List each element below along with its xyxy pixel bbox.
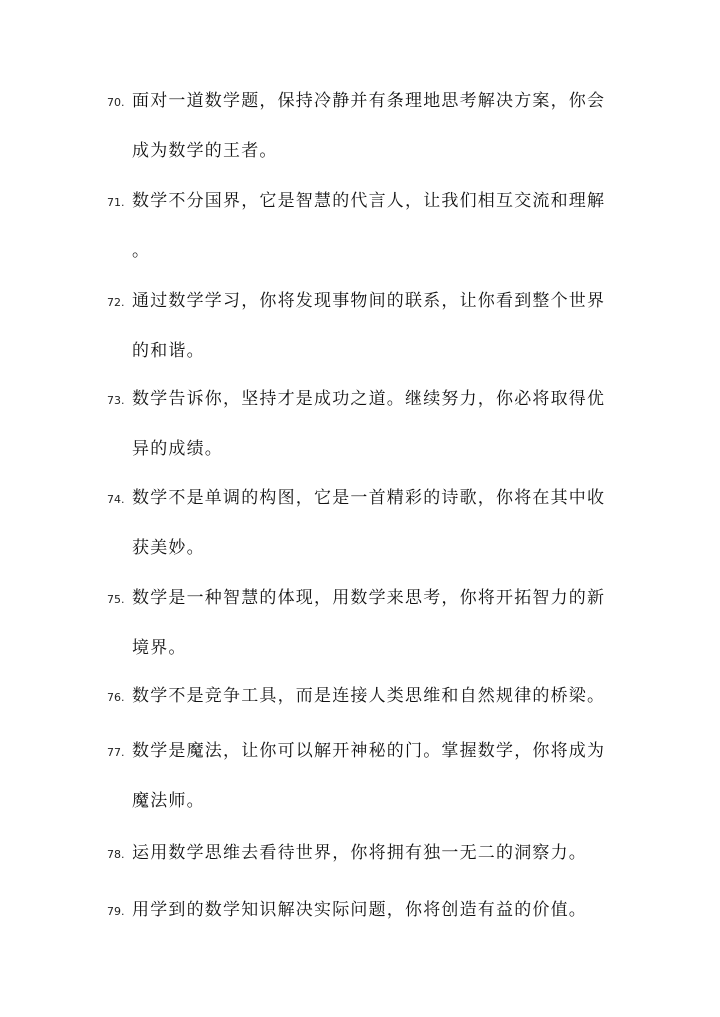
item-text: 面对一道数学题，保持冷静并有条理地思考解决方案，你会	[132, 91, 606, 111]
item-text: 数学不是竞争工具，而是连接人类思维和自然规律的桥梁。	[132, 686, 606, 706]
item-number: 74.	[107, 493, 125, 506]
list-item	[107, 486, 627, 586]
item-text: 数学是魔法，让你可以解开神秘的门。掌握数学，你将成为	[132, 741, 606, 761]
list-item	[107, 586, 627, 686]
item-number: 73.	[107, 394, 125, 407]
list-item	[107, 841, 627, 891]
item-text: 数学是一种智慧的体现，用数学来思考，你将开拓智力的新	[132, 588, 606, 608]
list-item	[107, 739, 627, 839]
item-number: 72.	[107, 296, 125, 309]
item-text-continued: 异的成绩。	[132, 439, 223, 459]
item-text-continued: 的和谐。	[132, 341, 205, 361]
item-text: 运用数学思维去看待世界，你将拥有独一无二的洞察力。	[132, 843, 587, 863]
item-number: 79.	[107, 905, 125, 918]
item-text-continued: 。	[132, 241, 151, 261]
list-item	[107, 289, 627, 389]
item-text: 用学到的数学知识解决实际问题，你将创造有益的价值。	[132, 900, 587, 920]
item-text: 数学不分国界，它是智慧的代言人，让我们相互交流和理解	[132, 191, 606, 211]
list-item-line	[107, 89, 627, 139]
list-item-line	[107, 739, 627, 789]
item-text-continued: 获美妙。	[132, 538, 205, 558]
list-item-line	[107, 189, 627, 239]
list-item	[107, 684, 627, 734]
item-text: 数学不是单调的构图，它是一首精彩的诗歌，你将在其中收	[132, 488, 606, 508]
list-item-line	[107, 684, 627, 734]
list-item-line	[107, 387, 627, 437]
list-item-line	[107, 898, 627, 948]
item-number: 70.	[107, 96, 125, 109]
list-item-line	[107, 586, 627, 636]
item-text: 通过数学学习，你将发现事物间的联系，让你看到整个世界	[132, 291, 606, 311]
list-item-line	[107, 841, 627, 891]
item-number: 76.	[107, 691, 125, 704]
item-number: 77.	[107, 746, 125, 759]
list-item-line	[107, 289, 627, 339]
item-number: 78.	[107, 848, 125, 861]
list-item-line	[107, 486, 627, 536]
item-number: 75.	[107, 593, 125, 606]
item-text-continued: 魔法师。	[132, 791, 205, 811]
list-item	[107, 898, 627, 948]
item-number: 71.	[107, 196, 125, 209]
list-item	[107, 89, 627, 189]
list-item	[107, 387, 627, 487]
list-item	[107, 189, 627, 289]
item-text-continued: 境界。	[132, 638, 187, 658]
item-text: 数学告诉你，坚持才是成功之道。继续努力，你必将取得优	[132, 389, 606, 409]
item-text-continued: 成为数学的王者。	[132, 141, 278, 161]
